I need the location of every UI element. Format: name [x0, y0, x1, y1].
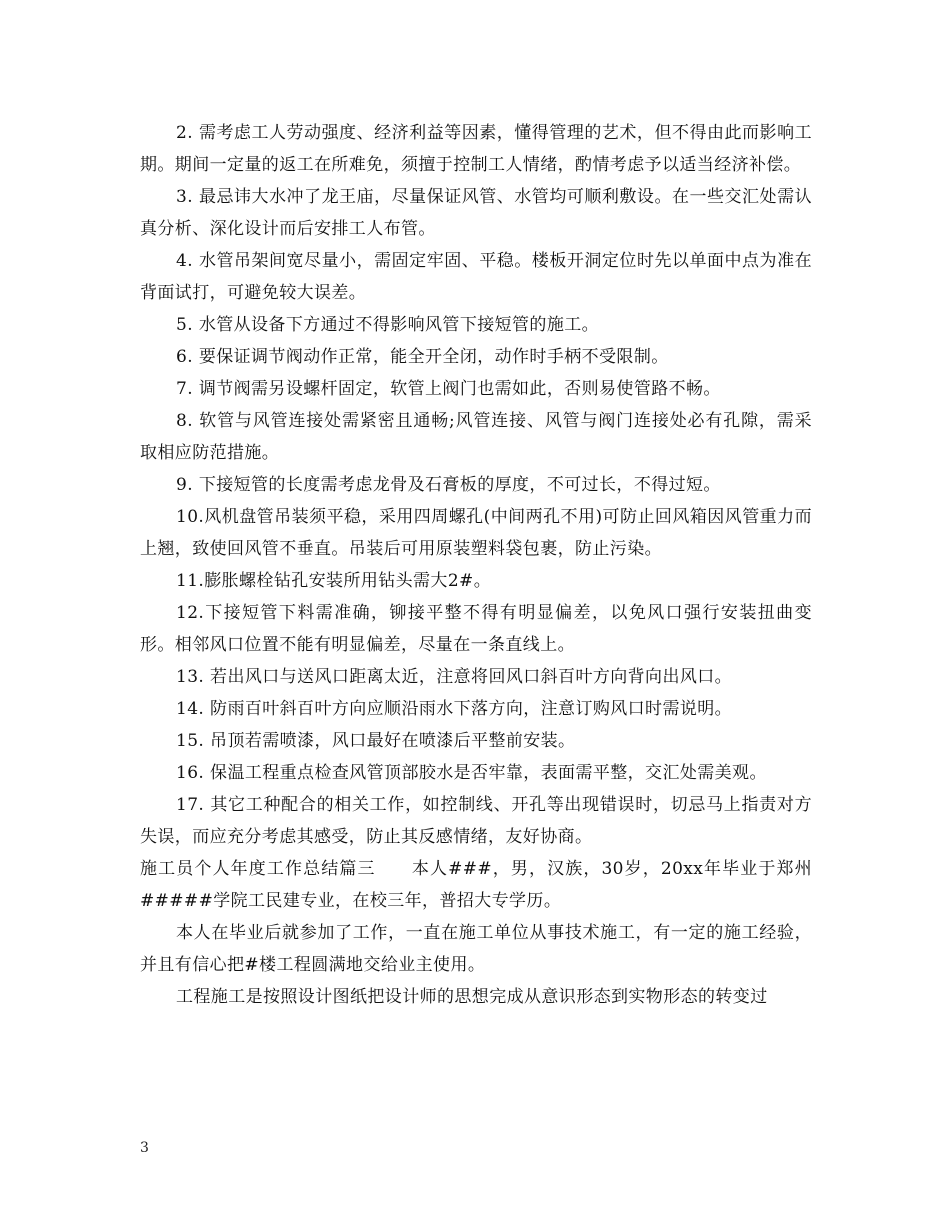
paragraph-item-14: 14. 防雨百叶斜百叶方向应顺沿雨水下落方向，注意订购风口时需说明。 — [176, 699, 733, 719]
paragraph-item-5: 5. 水管从设备下方通过不得影响风管下接短管的施工。 — [176, 315, 600, 335]
paragraph-item-12: 12.下接短管下料需准确，铆接平整不得有明显偏差，以免风口强行安装扭曲变形。相邻风口位置不能有明显偏差，尽量在一条直线上。 — [140, 603, 812, 655]
paragraph-experience: 本人在毕业后就参加了工作，一直在施工单位从事技术施工，有一定的施工经验，并且有信心把#楼工程圆满地交给业主使用。 — [140, 923, 812, 975]
paragraph-item-17: 17. 其它工种配合的相关工作，如控制线、开孔等出现错误时，切忌马上指责对方失误，而应充分考虑其感受，防止其反感情绪，友好协商。 — [140, 795, 812, 847]
section-heading-paragraph: 施工员个人年度工作总结篇三 本人###，男，汉族，30岁，20xx年毕业于郑州#####学院工民建专业，在校三年，普招大专学历。 — [140, 859, 812, 911]
paragraph-item-6: 6. 要保证调节阀动作正常，能全开全闭，动作时手柄不受限制。 — [176, 347, 669, 367]
paragraph-item-9: 9. 下接短管的长度需考虑龙骨及石膏板的厚度，不可过长，不得过短。 — [176, 475, 721, 495]
document-body — [140, 117, 812, 1013]
paragraph-item-15: 15. 吊顶若需喷漆，风口最好在喷漆后平整前安装。 — [176, 731, 576, 751]
page-number: 3 — [140, 1140, 149, 1156]
paragraph-construction: 工程施工是按照设计图纸把设计师的思想完成从意识形态到实物形态的转变过 — [176, 987, 768, 1007]
paragraph-item-7: 7. 调节阀需另设螺杆固定，软管上阀门也需如此，否则易使管路不畅。 — [176, 379, 721, 399]
paragraph-item-8: 8. 软管与风管连接处需紧密且通畅;风管连接、风管与阀门连接处必有孔隙，需采取相应防范措施。 — [140, 411, 812, 463]
paragraph-item-2: 2. 需考虑工人劳动强度、经济利益等因素，懂得管理的艺术，但不得由此而影响工期。期间一定量的返工在所难免，须擅于控制工人情绪，酌情考虑予以适当经济补偿。 — [140, 123, 812, 175]
paragraph-item-3: 3. 最忌讳大水冲了龙王庙，尽量保证风管、水管均可顺利敷设。在一些交汇处需认真分析、深化设计而后安排工人布管。 — [140, 187, 812, 239]
paragraph-item-4: 4. 水管吊架间宽尽量小，需固定牢固、平稳。楼板开洞定位时先以单面中点为准在背面试打，可避免较大误差。 — [140, 251, 812, 303]
paragraph-item-16: 16. 保温工程重点检查风管顶部胶水是否牢靠，表面需平整，交汇处需美观。 — [176, 763, 767, 783]
paragraph-item-11: 11.膨胀螺栓钻孔安装所用钻头需大2#。 — [176, 571, 492, 591]
paragraph-item-10: 10.风机盘管吊装须平稳，采用四周螺孔(中间两孔不用)可防止回风箱因风管重力而上翘，致使回风管不垂直。吊装后可用原装塑料袋包裹，防止污染。 — [140, 507, 812, 559]
paragraph-item-13: 13. 若出风口与送风口距离太近，注意将回风口斜百叶方向背向出风口。 — [176, 667, 733, 687]
